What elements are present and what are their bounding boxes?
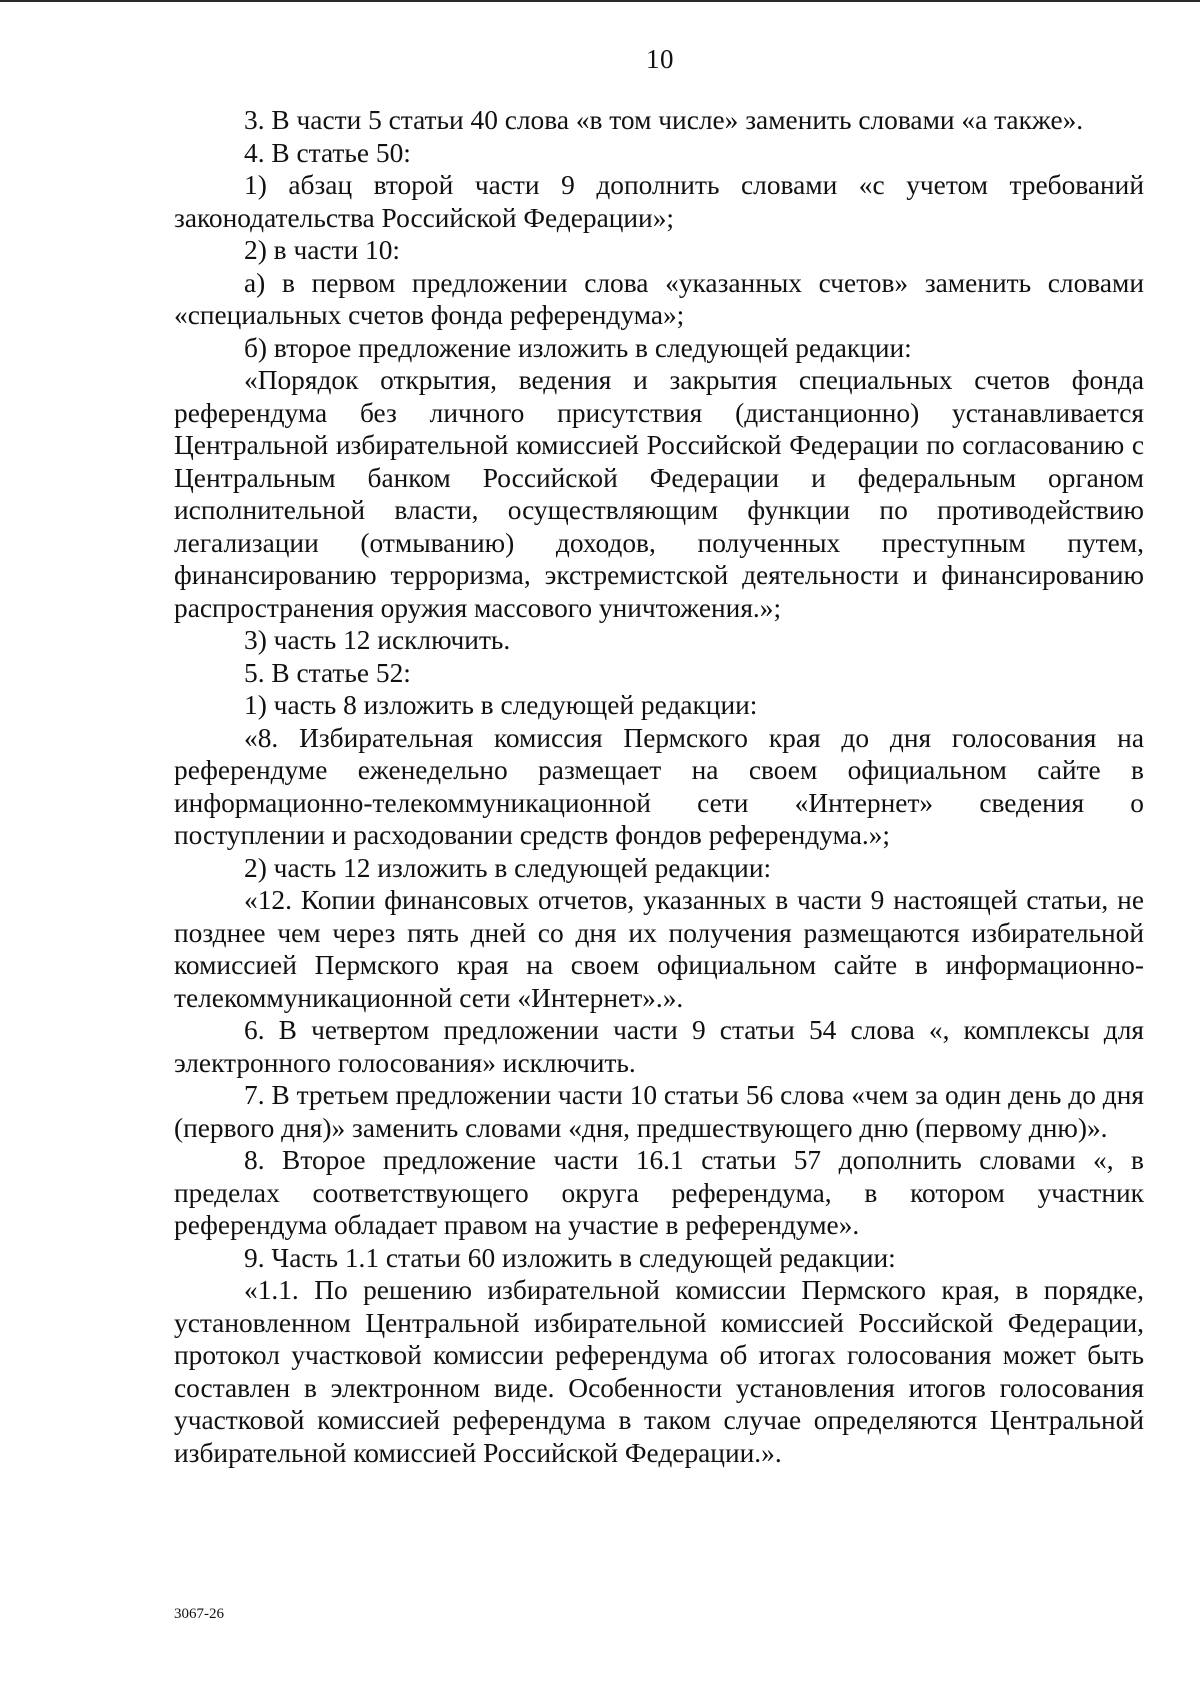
paragraph-quoted-part-12: «12. Копии финансовых отчетов, указанных в части 9 настоящей статьи, не позднее чем через пять дней со дня их получения размещаются избирательной комиссией Пермского края на своем официальном сайте в информационно-телекоммуникационной сети «Интернет».». — [174, 885, 1144, 1013]
paragraph-subitem-2: 2) в части 10: — [244, 235, 401, 265]
scan-edge — [0, 0, 1200, 2]
document-body — [174, 104, 1144, 1469]
paragraph-item-7: 7. В третьем предложении части 10 статьи 56 слова «чем за один день до дня (первого дня)» заменить словами «дня, предшествующего дню (первому дню)». — [174, 1080, 1144, 1143]
paragraph-subitem-a: а) в первом предложении слова «указанных счетов» заменить словами «специальных счетов фонда референдума»; — [174, 267, 1144, 330]
paragraph-subitem-1: 1) абзац второй части 9 дополнить словами «с учетом требований законодательства Российской Федерации»; — [174, 170, 1144, 233]
paragraph-quoted-part-8: «8. Избирательная комиссия Пермского края до дня голосования на референдуме еженедельно размещает на своем официальном сайте в информационно-телекоммуникационной сети «Интернет» сведения о поступлении и расходовании средств фондов референдума.»; — [174, 722, 1144, 850]
paragraph-quoted-part-1-1: «1.1. По решению избирательной комиссии Пермского края, в порядке, установленном Центральной избирательной комиссией Российской Федерации, протокол участковой комиссии референдума об итогах голосования может быть составлен в электронном виде. Особенности установления итогов голосования участковой комиссией референдума в таком случае определяются Центральной избирательной комиссией Российской Федерации.». — [174, 1275, 1144, 1468]
paragraph-subitem-3: 3) часть 12 исключить. — [244, 625, 511, 655]
paragraph-quoted-text: «Порядок открытия, ведения и закрытия специальных счетов фонда референдума без личного присутствия (дистанционно) устанавливается Центральной избирательной комиссией Российской Федерации по согласованию с Центральным банком Российской Федерации и федеральным органом исполнительной власти, осуществляющим функции по противодействию легализации (отмыванию) доходов, полученных преступным путем, финансированию терроризма, экстремистской деятельности и финансированию распространения оружия массового уничтожения.»; — [174, 365, 1144, 623]
paragraph-item-8: 8. Второе предложение части 16.1 статьи 57 дополнить словами «, в пределах соответствующего округа референдума, в котором участник референдума обладает правом на участие в референдуме». — [174, 1145, 1144, 1240]
paragraph-item-5-heading: 5. В статье 52: — [244, 657, 411, 688]
paragraph-item-3: 3. В части 5 статьи 40 слова «в том числе» заменить словами «а также». — [244, 105, 1084, 135]
paragraph-subitem-1-article-52: 1) часть 8 изложить в следующей редакции: — [244, 690, 758, 720]
paragraph-item-9: 9. Часть 1.1 статьи 60 изложить в следующей редакции: — [244, 1242, 896, 1273]
paragraph-subitem-b: б) второе предложение изложить в следующей редакции: — [244, 332, 912, 363]
paragraph-item-4-heading: 4. В статье 50: — [244, 137, 411, 168]
document-code: 3067-26 — [174, 1606, 224, 1622]
paragraph-item-6: 6. В четвертом предложении части 9 статьи 54 слова «, комплексы для электронного голосования» исключить. — [174, 1015, 1144, 1078]
paragraph-subitem-2-article-52: 2) часть 12 изложить в следующей редакции: — [244, 852, 772, 883]
page-number: 10 — [646, 44, 674, 74]
